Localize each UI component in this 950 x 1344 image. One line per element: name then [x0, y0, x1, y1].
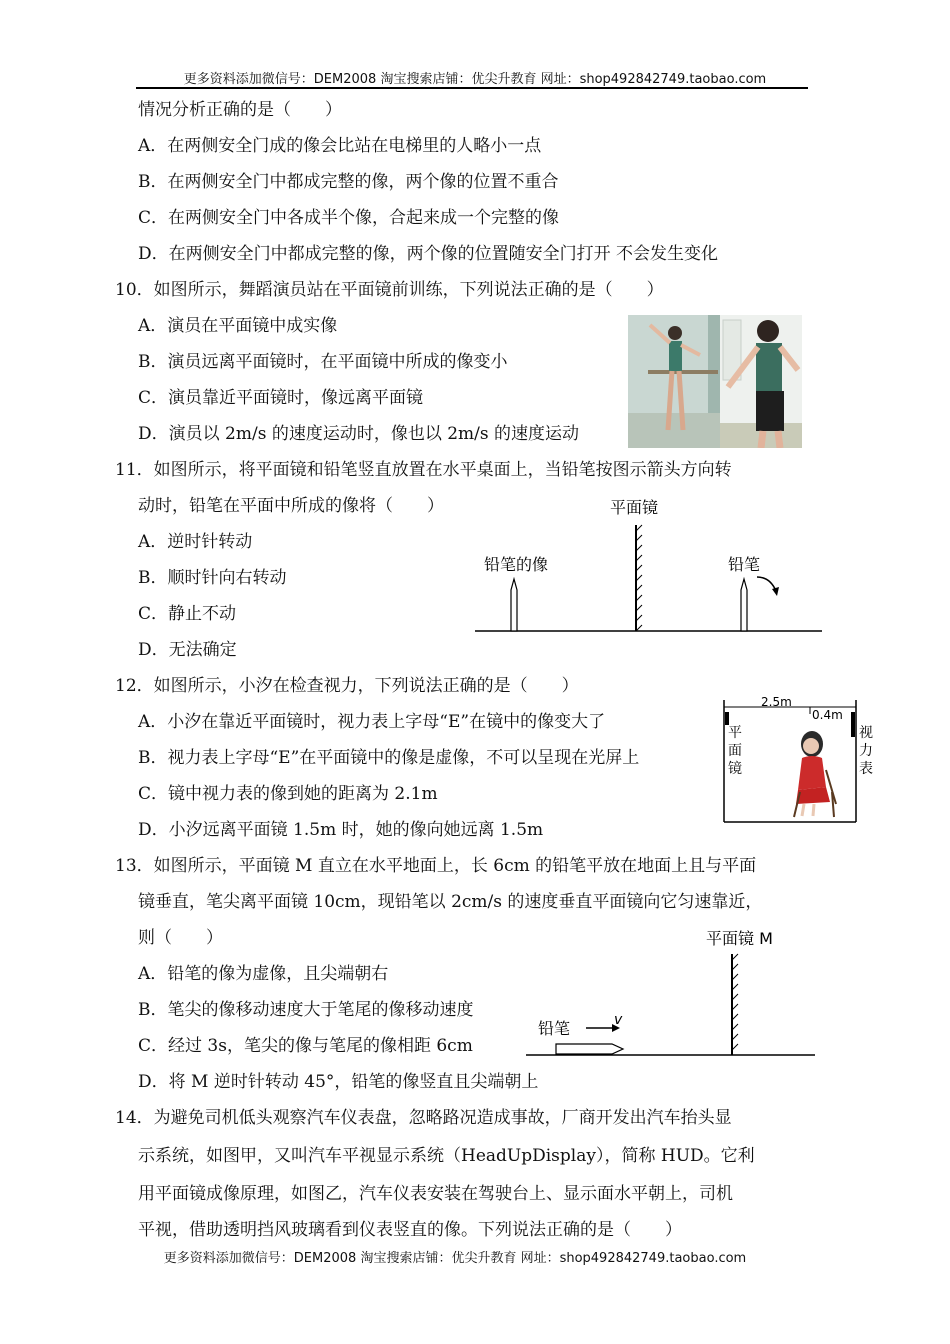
q11-stem: 11．如图所示，将平面镜和铅笔竖直放置在水平桌面上，当铅笔按图示箭头方向转: [115, 460, 732, 480]
q14-line3: 用平面镜成像原理，如图乙，汽车仪表安装在驾驶台上、显示面水平朝上，司机: [138, 1184, 733, 1204]
velocity-label: v: [614, 1012, 623, 1028]
q9-option-a: A．在两侧安全门成的像会比站在电梯里的人略小一点: [138, 136, 542, 156]
q10-stem: 10．如图所示，舞蹈演员站在平面镜前训练，下列说法正确的是（ ）: [115, 280, 664, 300]
q12-option-b: B．视力表上字母“E”在平面镜中的像是虚像，不可以呈现在光屏上: [138, 748, 640, 768]
q13-stem: 13．如图所示，平面镜 M 直立在水平地面上，长 6cm 的铅笔平放在地面上且与平面: [115, 856, 757, 876]
q13-option-a: A．铅笔的像为虚像，且尖端朝右: [138, 964, 389, 984]
chart-char-3: 表: [859, 761, 873, 777]
pencil: [741, 579, 747, 631]
pencil-image: [511, 579, 517, 631]
eye-test-figure: [718, 692, 878, 824]
chart-char-2: 力: [859, 743, 873, 759]
q11-option-a: A．逆时针转动: [138, 532, 253, 552]
q12-option-d: D．小汐远离平面镜 1.5m 时，她的像向她远离 1.5m: [138, 820, 544, 840]
header-rule: [136, 87, 808, 89]
q14-line4: 平视，借助透明挡风玻璃看到仪表竖直的像。下列说法正确的是（ ）: [138, 1220, 682, 1240]
fig13-mirror-label: 平面镜 M: [706, 929, 773, 948]
mirror-char-2: 面: [728, 743, 742, 759]
dancer-reflection: [668, 326, 682, 340]
pencil-mirror-figure: [470, 495, 825, 640]
q10-option-a: A．演员在平面镜中成实像: [138, 316, 338, 336]
q11-stem-cont: 动时，铅笔在平面中所成的像将（ ）: [138, 496, 444, 516]
q12-stem: 12．如图所示，小汐在检查视力，下列说法正确的是（ ）: [115, 676, 579, 696]
q9-stem-cont: 情况分析正确的是（ ）: [138, 100, 342, 120]
chart-char-1: 视: [859, 725, 873, 741]
distance-label-2-5m: 2.5m: [761, 695, 792, 709]
fig11-mirror-label: 平面镜: [610, 498, 659, 517]
fig11-pencil-label: 铅笔: [728, 555, 761, 574]
q13-option-c: C．经过 3s，笔尖的像与笔尾的像相距 6cm: [138, 1036, 473, 1056]
q11-option-b: B．顺时针向右转动: [138, 568, 287, 588]
mirror-char-1: 平: [728, 725, 742, 741]
horizontal-pencil: [556, 1044, 623, 1054]
q13-option-d: D．将 M 逆时针转动 45°，铅笔的像竖直且尖端朝上: [138, 1072, 539, 1092]
page-footer: 更多资料添加微信号：DEM2008 淘宝搜索店铺：优尖升教育 网址：shop492842749.taobao.com: [163, 1251, 747, 1266]
q12-option-a: A．小汐在靠近平面镜时，视力表上字母“E”在镜中的像变大了: [138, 712, 606, 732]
q14-stem: 14．为避免司机低头观察汽车仪表盘，忽略路况造成事故，厂商开发出汽车抬头显: [115, 1108, 732, 1128]
dancer: [757, 320, 779, 342]
q12-option-c: C．镜中视力表的像到她的距离为 2.1m: [138, 784, 438, 804]
q11-option-d: D．无法确定: [138, 640, 237, 660]
mirror-char-3: 镜: [728, 761, 742, 777]
q13-option-b: B．笔尖的像移动速度大于笔尾的像移动速度: [138, 1000, 474, 1020]
page-header: 更多资料添加微信号：DEM2008 淘宝搜索店铺：优尖升教育 网址：shop492842749.taobao.com: [183, 72, 767, 87]
q10-option-b: B．演员远离平面镜时，在平面镜中所成的像变小: [138, 352, 508, 372]
girl-on-chair: [794, 731, 836, 817]
fig13-pencil-label: 铅笔: [538, 1019, 571, 1038]
q9-option-d: D．在两侧安全门中都成完整的像，两个像的位置随安全门打开 不会发生变化: [138, 244, 719, 264]
q10-option-d: D．演员以 2m/s 的速度运动时，像也以 2m/s 的速度运动: [138, 424, 580, 444]
q13-stem-cont2: 则（ ）: [138, 928, 223, 948]
q13-stem-cont1: 镜垂直，笔尖离平面镜 10cm，现铅笔以 2cm/s 的速度垂直平面镜向它匀速靠近，: [138, 892, 763, 912]
q14-line2: 示系统，如图甲，又叫汽车平视显示系统（HeadUpDisplay），简称 HUD。它利: [138, 1146, 755, 1166]
q11-option-c: C．静止不动: [138, 604, 237, 624]
distance-label-0-4m: 0.4m: [812, 708, 843, 722]
dancer-photo: [628, 315, 802, 448]
fig11-image-label: 铅笔的像: [484, 555, 549, 574]
q10-option-c: C．演员靠近平面镜时，像远离平面镜: [138, 388, 424, 408]
q9-option-b: B．在两侧安全门中都成完整的像，两个像的位置不重合: [138, 172, 559, 192]
pencil-mirror-m-figure: [520, 924, 820, 1060]
q9-option-c: C．在两侧安全门中各成半个像，合起来成一个完整的像: [138, 208, 560, 228]
